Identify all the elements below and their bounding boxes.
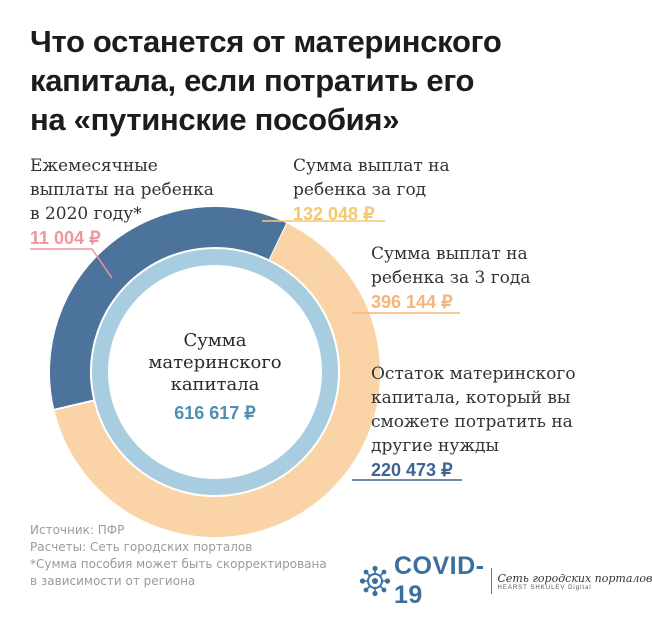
value-remainder: 220 473 ₽: [371, 460, 453, 480]
label-text: сможете потратить на: [371, 412, 573, 432]
footer-calc: Расчеты: Сеть городских порталов: [30, 540, 253, 554]
center-label: [135, 330, 295, 424]
label-three-years: [371, 242, 531, 314]
title-line: капитала, если потратить его: [30, 63, 475, 98]
footer-source: Источник: ПФР: [30, 523, 125, 537]
virus-icon: [360, 566, 390, 596]
label-text: Сумма выплат на: [371, 244, 528, 264]
logo-portal-sub: HEARST SHKULEV Digital: [497, 584, 592, 591]
label-year: [293, 154, 450, 226]
label-monthly: [30, 154, 214, 250]
value-year: 132 048 ₽: [293, 204, 375, 224]
label-text: другие нужды: [371, 436, 500, 456]
footer-note: *Сумма пособия может быть скорректирована: [30, 557, 327, 571]
label-text: ребенка за 3 года: [371, 268, 531, 288]
label-text: капитала, который вы: [371, 388, 571, 408]
footer-note: в зависимости от региона: [30, 574, 196, 588]
label-remainder: [371, 362, 576, 482]
brand-logo: [360, 552, 652, 609]
logo-divider: [491, 568, 492, 594]
center-text: материнского: [148, 352, 282, 373]
label-text: Ежемесячные: [30, 156, 158, 176]
label-text: Остаток материнского: [371, 364, 576, 384]
logo-brand: COVID-19: [394, 552, 485, 609]
label-text: ребенка за год: [293, 180, 427, 200]
label-text: Сумма выплат на: [293, 156, 450, 176]
center-text: Сумма: [183, 330, 247, 351]
label-text: выплаты на ребенка: [30, 180, 214, 200]
value-monthly: 11 004 ₽: [30, 228, 101, 248]
value-three-years: 396 144 ₽: [371, 292, 453, 312]
logo-portal: [498, 572, 652, 591]
label-text: в 2020 году*: [30, 204, 142, 224]
title-line: Что останется от материнского: [30, 24, 502, 59]
center-text: капитала: [170, 374, 260, 395]
title-line: на «путинские пособия»: [30, 102, 400, 137]
logo-portal-name: Сеть городских порталов: [497, 571, 652, 585]
center-value: 616 617 ₽: [174, 403, 256, 423]
footer-notes: [30, 522, 327, 590]
